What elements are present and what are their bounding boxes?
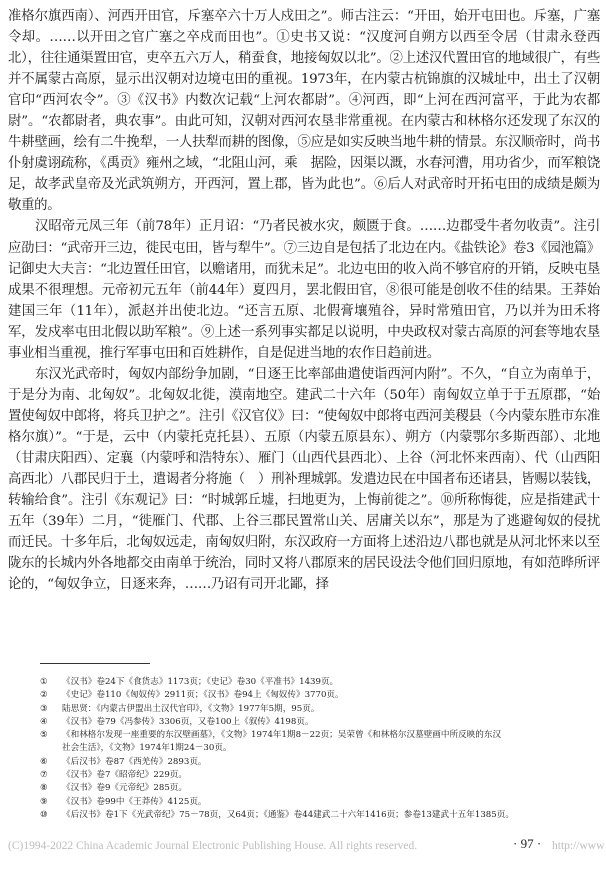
footnote-continuation [40,742,600,755]
footnote-text: 《汉书》卷79《冯参传》3306页，又卷100上《叙传》4198页。 [62,716,314,727]
footnote [40,809,600,822]
footnote [40,782,600,795]
footnote-marker: ⑨ [40,796,48,807]
page-footer [0,836,606,856]
footnote-marker: ⑩ [40,809,48,820]
footnote [40,716,600,729]
footnote-text: 《和林格尔发现一座重要的东汉壁画墓》，《文物》1974年1期8－22页；吴荣曾《和林格尔汉墓壁画中所反映的东汉 [62,730,502,741]
footnote-marker: ⑤ [40,730,48,741]
paragraph-2: 汉昭帝元凤三年（前78年）正月诏：“乃者民被水灾，颇匮于食。……边郡受牛者勿收责”。注引应劭曰：“武帝开三边，徙民屯田，皆与犁牛”。⑦三边自是包括了北边在内。《盐铁论》卷3《园池篇》记御史大夫言：“北边置任田官，以赡诸用，而犹未足”。北边屯田的收入尚不够官府的开销，反映屯垦成果不很理想。元帝初元五年（前44年）夏四月，罢北假田官，⑧很可能是创收不佳的结果。王莽始建国三年（11年），派赵并出使北边。“还言五原、北假膏壤殖谷，异时常殖田官，乃以并为田禾将军，发戍率屯田北假以助军粮”。⑨上述一系列事实都足以说明，中央政权对蒙古高原的河套等地农垦事业相当重视，推行军事屯田和百姓耕作，自是促进当地的农作日趋前进。 [8,219,600,361]
paragraph-3: 东汉光武帝时，匈奴内部纷争加剧，“日逐王比率部曲遣使诣西河内附”。不久，“自立为南单于，于是分为南、北匈奴”。北匈奴北徙，漠南地空。建武二十六年（50年）南匈奴立单于于五原郡，“始置使匈奴中郎将，将兵卫护之”。注引《汉官仪》曰：“使匈奴中郎将屯西河美稷县（今内蒙东胜市东准格尔旗）”。“于是，云中（内蒙托克托县）、五原（内蒙五原县东）、朔方（内蒙鄂尔多斯西部）、北地（甘肃庆阳西）、定襄（内蒙呼和浩特东）、雁门（山西代县西北）、上谷（河北怀来西南）、代（山西阳高西北）八郡民归于土，遣谒者分将施（ ）刑补理城郭。发遣边民在中国者布还诸县，皆赐以装钱，转输给食”。注引《东观记》曰：“时城郭丘墟，扫地更为，上悔前徙之”。⑩所称悔徙，应是指建武十五年（39年）二月，“徙雁门、代郡、上谷三郡民置常山关、居庸关以东”，那是为了逃避匈奴的侵扰而迁民。十多年后，北匈奴远走，南匈奴归附，东汉政府一方面将上述沿边八郡也就是从河北怀来以至陇东的长城内外各地都交由南单于统治，同时又将八郡原来的居民设法令他们回归原地，有如范晔所评论的，“匈奴争立，日逐来奔，……乃诏有司开北鄙，择 [8,366,600,593]
footnote-marker: ⑥ [40,756,48,767]
footnote-marker: ② [40,690,48,701]
footnote-text: 《汉书》卷24下《食货志》1173页；《史记》卷30《平准书》1439页。 [62,677,339,687]
footnote [40,796,600,809]
footer-url: http://www [552,840,605,852]
footnote-text: 《后汉书》卷1下《光武帝纪》75－78页，又64页；《通鉴》卷44建武二十六年1416页；参卷13建武十五年1385页。 [62,809,514,820]
footnote-marker: ⑧ [40,783,48,794]
footnote-marker: ⑦ [40,770,48,781]
footnote [40,703,600,716]
footnote-text: 《汉书》卷7《昭帝纪》229页。 [62,770,187,781]
footnote-marker: ① [40,677,48,687]
footnote [40,689,600,702]
footnote-marker: ③ [40,703,48,714]
footnote-text: 《汉书》卷9《元帝纪》285页。 [62,783,187,794]
paragraph-1: 准格尔旗西南）、河西开田官，斥塞卒六十万人戍田之”。师古注云：“开田，始开屯田也。斥塞，广塞令却。……以开田之官广塞之卒戍而田也”。①史书又说：“汉度河自朔方以西至令居（甘肃永登西北），往往通渠置田官，吏卒五六万人，稍蚕食，地接匈奴以北”。②上述汉代置田官的地域很广，有些并不属蒙古高原，显示出汉朝对边境屯田的重视。1973年，在内蒙古杭锦旗的汉城址中，出土了汉朝官印“西河农令”。③《汉书》内数次记载“上河农都尉”。④河西，即“上河在西河富平，于此为农都尉”。“农都尉者，典农事”。由此可知，汉朝对西河农垦非常重视。在内蒙古和林格尔还发现了东汉的牛耕壁画，绘有二牛挽犁，一人扶犁而耕的图像，⑤应是如实反映当地牛耕的情景。东汉顺帝时，尚书仆射虞诩疏称，《禹贡》雍州之域，“北阻山河，乘 据险，因渠以溉，水春河漕，用功省少，而军粮饶足，故孝武皇帝及光武筑朔方，开西河，置上郡，皆为此也”。⑥后人对武帝时开拓屯田的成绩是颇为敬重的。 [8,9,600,214]
footnote-text: 《后汉书》卷87《西羌传》2893页。 [62,756,207,767]
body-text [8,6,600,595]
footnote [40,676,600,689]
footnote [40,769,600,782]
footnote-text: 陆思贤：《内蒙古伊盟出土汉代官印》，《文物》1977年5期，95页。 [62,703,320,714]
footnote-text: 《汉书》卷99中《王莽传》4125页。 [62,796,207,807]
footnotes [40,676,600,822]
footnote-divider [40,663,150,664]
footnote [40,756,600,769]
footnote-marker: ④ [40,716,48,727]
page-number: · 97 · [513,836,542,851]
footnote-text: 社会生活》，《文物》1974年1期24－30页。 [62,743,232,754]
footnote [40,729,600,742]
copyright-notice: (C)1994-2022 China Academic Journal Electronic Publishing House. All rights reserved. [8,840,418,852]
footnote-text: 《史记》卷110《匈奴传》2911页；《汉书》卷94上《匈奴传》3770页。 [62,690,344,701]
